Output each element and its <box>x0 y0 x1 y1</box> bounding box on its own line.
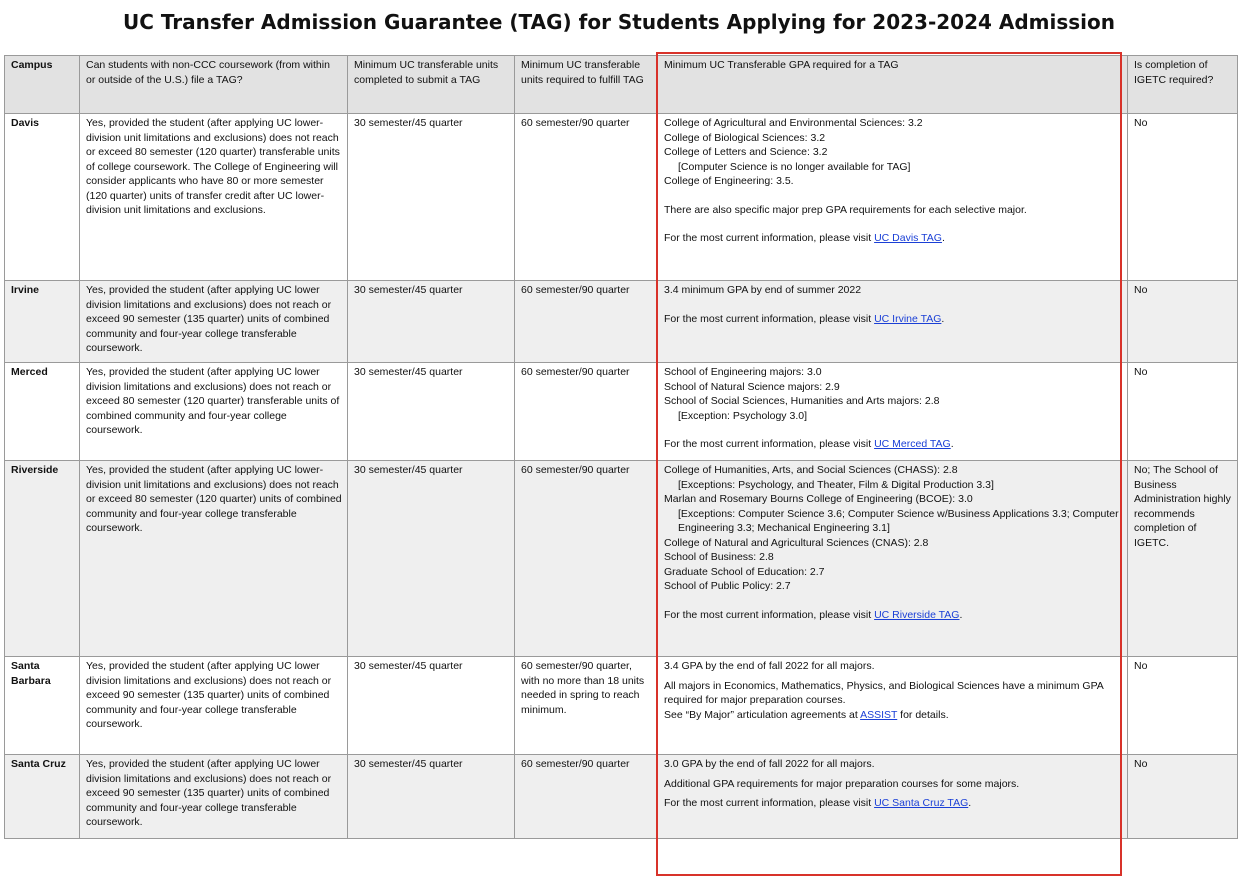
non-ccc-cell: Yes, provided the student (after applying UC lower-division unit limitations and exclusions) does not reach or exceed 80 semester (120 quarter) units of combined community and four-year college transferable coursework. <box>80 461 348 657</box>
info-end: . <box>968 797 972 809</box>
info-text: For the most current information, please visit <box>664 608 875 621</box>
table-header-row <box>5 56 1238 114</box>
campus-cell: Santa Barbara <box>5 657 80 755</box>
info-text: For the most current information, please visit <box>664 232 875 244</box>
units-fulfill-cell: 60 semester/90 quarter <box>515 461 658 657</box>
info-line <box>664 608 1122 623</box>
info-end: . <box>950 438 954 450</box>
info-text: For the most current information, please visit <box>664 438 875 450</box>
gpa-line: College of Natural and Agricultural Sciences (CNAS): 2.8 <box>664 536 929 549</box>
table-row-riverside <box>5 461 1238 657</box>
igetc-cell: No <box>1128 363 1238 461</box>
uc-santa-cruz-tag-link[interactable]: UC Santa Cruz TAG <box>874 797 969 809</box>
gpa-note: All majors in Economics, Mathematics, Physics, and Biological Sciences have a minimum GPA required for major preparation courses. <box>664 679 1104 706</box>
table-row-santa-barbara <box>5 657 1238 755</box>
info-end: . <box>959 608 963 621</box>
tag-table <box>4 55 1238 839</box>
gpa-line: College of Humanities, Arts, and Social Sciences (CHASS): 2.8 <box>664 464 958 476</box>
gpa-line: Graduate School of Education: 2.7 <box>664 565 825 578</box>
spacer <box>664 423 1122 437</box>
info-line <box>664 708 1122 723</box>
gpa-line: 3.4 GPA by the end of fall 2022 for all majors. <box>664 660 875 672</box>
gpa-note: Additional GPA requirements for major preparation courses for some majors. <box>664 777 1020 790</box>
gpa-cell <box>658 461 1128 657</box>
gpa-line: School of Natural Science majors: 2.9 <box>664 380 840 393</box>
gpa-cell <box>658 755 1128 839</box>
gpa-line: College of Agricultural and Environmental Sciences: 3.2 <box>664 117 923 129</box>
gpa-line: School of Business: 2.8 <box>664 551 774 563</box>
campus-cell: Davis <box>5 114 80 281</box>
table-row-davis <box>5 114 1238 281</box>
units-fulfill-cell: 60 semester/90 quarter <box>515 114 658 281</box>
table-row-irvine <box>5 281 1238 363</box>
info-text: For the most current information, please visit <box>664 797 875 809</box>
units-fulfill-cell: 60 semester/90 quarter, with no more than 18 units needed in spring to reach minimum. <box>515 657 658 755</box>
non-ccc-cell: Yes, provided the student (after applying UC lower-division unit limitations and exclusions) does not reach or exceed 80 semester (120 quarter) transferable units of college coursework. The College of Engineering will consider applicants who have 80 or more semester (120 quarter) units of transfer credit after UC lower-division unit limitations and exclusions. <box>80 114 348 281</box>
gpa-note: There are also specific major prep GPA requirements for each selective major. <box>664 203 1027 216</box>
gpa-line: 3.0 GPA by the end of fall 2022 for all majors. <box>664 758 875 770</box>
header-campus: Campus <box>5 56 80 114</box>
spacer <box>664 217 1122 231</box>
info-line <box>664 312 1122 327</box>
gpa-cell <box>658 114 1128 281</box>
header-min-units-fulfill: Minimum UC transferable units required to fulfill TAG <box>515 56 658 114</box>
gpa-cell <box>658 363 1128 461</box>
campus-cell: Irvine <box>5 281 80 363</box>
info-line <box>664 796 1122 811</box>
igetc-cell: No <box>1128 755 1238 839</box>
units-submit-cell: 30 semester/45 quarter <box>348 755 515 839</box>
header-igetc: Is completion of IGETC required? <box>1128 56 1238 114</box>
non-ccc-cell: Yes, provided the student (after applying UC lower division limitations and exclusions) does not reach or exceed 80 semester (120 quarter) transferable units of combined community and four-year college coursework. <box>80 363 348 461</box>
info-end: . <box>941 312 945 325</box>
gpa-exception: [Exception: Psychology 3.0] <box>678 409 807 422</box>
units-submit-cell: 30 semester/45 quarter <box>348 281 515 363</box>
gpa-cell <box>658 657 1128 755</box>
header-non-ccc: Can students with non-CCC coursework (from within or outside of the U.S.) file a TAG? <box>80 56 348 114</box>
units-submit-cell: 30 semester/45 quarter <box>348 461 515 657</box>
gpa-exception: [Exceptions: Psychology, and Theater, Film & Digital Production 3.3] <box>678 478 994 491</box>
info-end: . <box>941 232 945 244</box>
units-submit-cell: 30 semester/45 quarter <box>348 114 515 281</box>
igetc-cell: No <box>1128 114 1238 281</box>
gpa-exception: [Computer Science is no longer available for TAG] <box>678 160 911 173</box>
igetc-cell: No <box>1128 657 1238 755</box>
non-ccc-cell: Yes, provided the student (after applying UC lower division limitations and exclusions) does not reach or exceed 90 semester (135 quarter) units of combined community and four-year college transferable coursework. <box>80 281 348 363</box>
units-submit-cell: 30 semester/45 quarter <box>348 363 515 461</box>
table-row-santa-cruz <box>5 755 1238 839</box>
info-end: for details. <box>897 708 949 721</box>
gpa-line: College of Biological Sciences: 3.2 <box>664 131 826 144</box>
gpa-exception: [Exceptions: Computer Science 3.6; Computer Science w/Business Applications 3.3; Computer Engineering 3.3; Mechanical Engineering 3.1] <box>678 507 1119 534</box>
spacer <box>664 594 1122 608</box>
uc-riverside-tag-link[interactable]: UC Riverside TAG <box>874 608 960 621</box>
campus-cell: Santa Cruz <box>5 755 80 839</box>
igetc-cell: No; The School of Business Administration highly recommends completion of IGETC. <box>1128 461 1238 657</box>
table-row-merced <box>5 363 1238 461</box>
gpa-line: School of Public Policy: 2.7 <box>664 580 791 592</box>
info-text: See “By Major” articulation agreements at <box>664 708 861 721</box>
gpa-cell <box>658 281 1128 363</box>
gpa-line: College of Engineering: 3.5. <box>664 175 794 187</box>
non-ccc-cell: Yes, provided the student (after applying UC lower division limitations and exclusions) does not reach or exceed 90 semester (135 quarter) units of combined community and four-year college transferable coursework. <box>80 755 348 839</box>
spacer <box>664 298 1122 312</box>
units-submit-cell: 30 semester/45 quarter <box>348 657 515 755</box>
campus-cell: Riverside <box>5 461 80 657</box>
header-min-units-submit: Minimum UC transferable units completed to submit a TAG <box>348 56 515 114</box>
gpa-line: Marlan and Rosemary Bourns College of Engineering (BCOE): 3.0 <box>664 493 973 505</box>
header-min-gpa: Minimum UC Transferable GPA required for a TAG <box>658 56 1128 114</box>
gpa-line: 3.4 minimum GPA by end of summer 2022 <box>664 284 862 296</box>
gpa-line: School of Engineering majors: 3.0 <box>664 366 822 378</box>
units-fulfill-cell: 60 semester/90 quarter <box>515 281 658 363</box>
non-ccc-cell: Yes, provided the student (after applying UC lower division limitations and exclusions) does not reach or exceed 90 semester (135 quarter) units of combined community and four-year college transferable coursework. <box>80 657 348 755</box>
igetc-cell: No <box>1128 281 1238 363</box>
spacer <box>664 189 1122 203</box>
campus-cell: Merced <box>5 363 80 461</box>
assist-link[interactable]: ASSIST <box>860 708 898 721</box>
uc-irvine-tag-link[interactable]: UC Irvine TAG <box>874 312 942 325</box>
page-title: UC Transfer Admission Guarantee (TAG) for Students Applying for 2023-2024 Admission <box>122 10 1116 34</box>
info-text: For the most current information, please visit <box>664 312 875 325</box>
info-line <box>664 231 1122 246</box>
uc-merced-tag-link[interactable]: UC Merced TAG <box>874 438 951 450</box>
gpa-line: School of Social Sciences, Humanities and Arts majors: 2.8 <box>664 395 940 407</box>
units-fulfill-cell: 60 semester/90 quarter <box>515 363 658 461</box>
info-line <box>664 437 1122 452</box>
units-fulfill-cell: 60 semester/90 quarter <box>515 755 658 839</box>
uc-davis-tag-link[interactable]: UC Davis TAG <box>874 232 942 244</box>
gpa-line: College of Letters and Science: 3.2 <box>664 146 828 158</box>
